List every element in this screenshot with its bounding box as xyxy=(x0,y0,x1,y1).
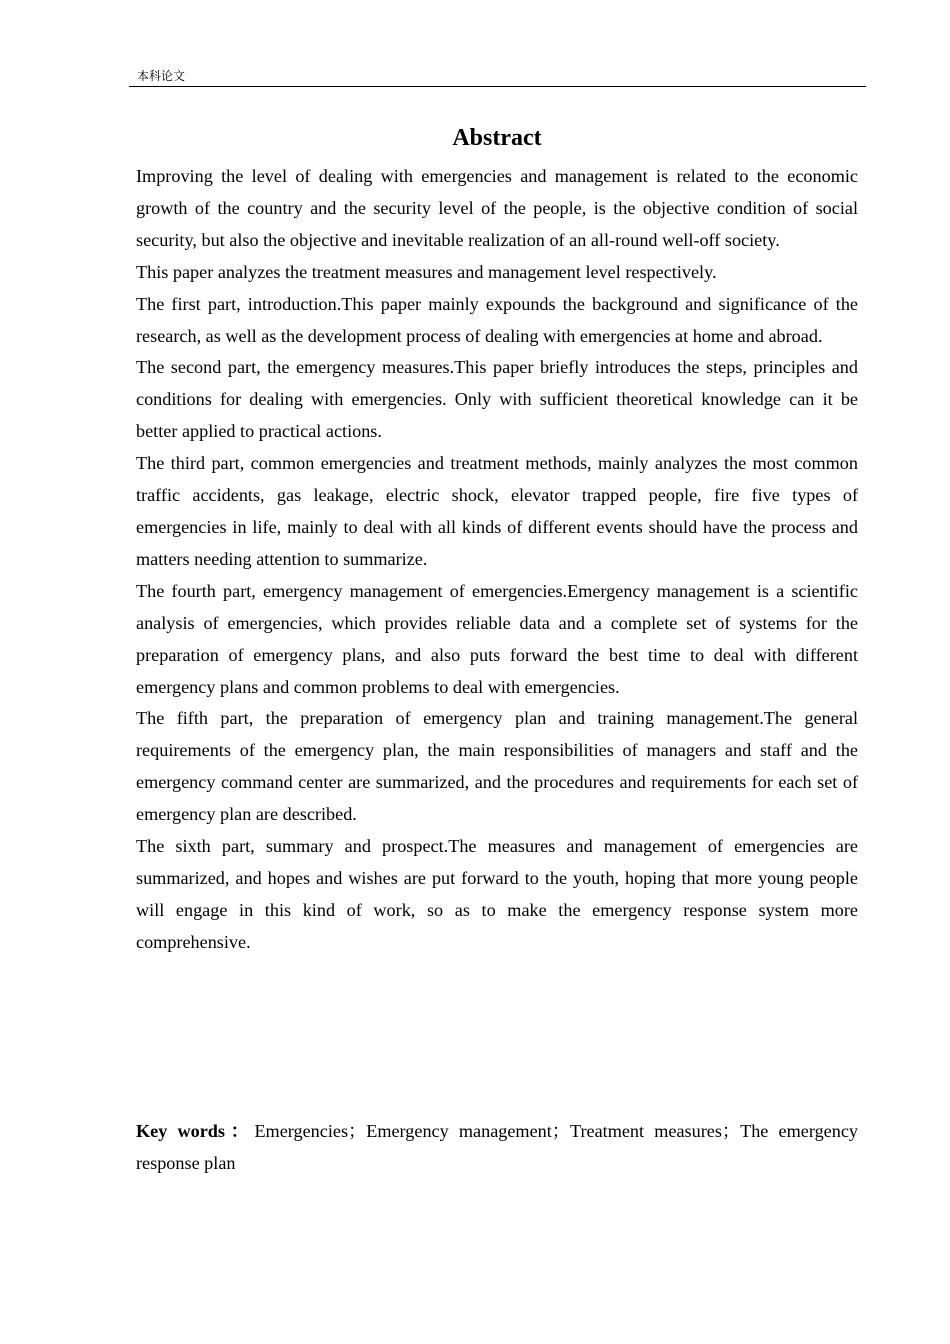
page-header xyxy=(129,66,866,87)
abstract-paragraph-1: Improving the level of dealing with emergencies and management is related to the economic growth of the country and the security level of the people, is the objective condition of social security, but also the objective and inevitable realization of an all-round well-off society. xyxy=(136,166,858,250)
keywords-label: Key words： xyxy=(136,1121,255,1141)
keywords-line xyxy=(136,1116,858,1180)
abstract-paragraph-5: The third part, common emergencies and treatment methods, mainly analyzes the most common traffic accidents, gas leakage, electric shock, elevator trapped people, fire five types of emergencies in life, mainly to deal with all kinds of different events should have the process and matters needing attention to summarize. xyxy=(136,453,858,569)
abstract-paragraph-6: The fourth part, emergency management of emergencies.Emergency management is a scientific analysis of emergencies, which provides reliable data and a complete set of systems for the preparation of emergency plans, and also puts forward the best time to deal with different emergency plans and common problems to deal with emergencies. xyxy=(136,580,858,697)
abstract-paragraph-3: The first part, introduction.This paper mainly expounds the background and significance of the research, as well as the development process of dealing with emergencies at home and abroad. xyxy=(136,293,858,346)
abstract-paragraph-4: The second part, the emergency measures.This paper briefly introduces the steps, principles and conditions for dealing with emergencies. Only with sufficient theoretical knowledge can it be better applied to practical actions. xyxy=(136,357,858,442)
abstract-paragraph-2: This paper analyzes the treatment measures and management level respectively. xyxy=(136,261,717,282)
keywords-text: Emergencies；Emergency management；Treatment measures；The emergency response plan xyxy=(136,1121,858,1173)
abstract-paragraph-7: The fifth part, the preparation of emergency plan and training management.The general requirements of the emergency plan, the main responsibilities of managers and staff and the emergency command center are summarized, and the procedures and requirements for each set of emergency plan are described. xyxy=(136,708,858,825)
header-text: 本科论文 xyxy=(137,69,186,83)
abstract-paragraph-8: The sixth part, summary and prospect.The measures and management of emergencies are summarized, and hopes and wishes are put forward to the youth, hoping that more young people will engage in this kind of work, so as to make the emergency response system more comprehensive. xyxy=(136,836,858,952)
abstract-body xyxy=(136,161,858,959)
abstract-title: Abstract xyxy=(452,125,542,151)
